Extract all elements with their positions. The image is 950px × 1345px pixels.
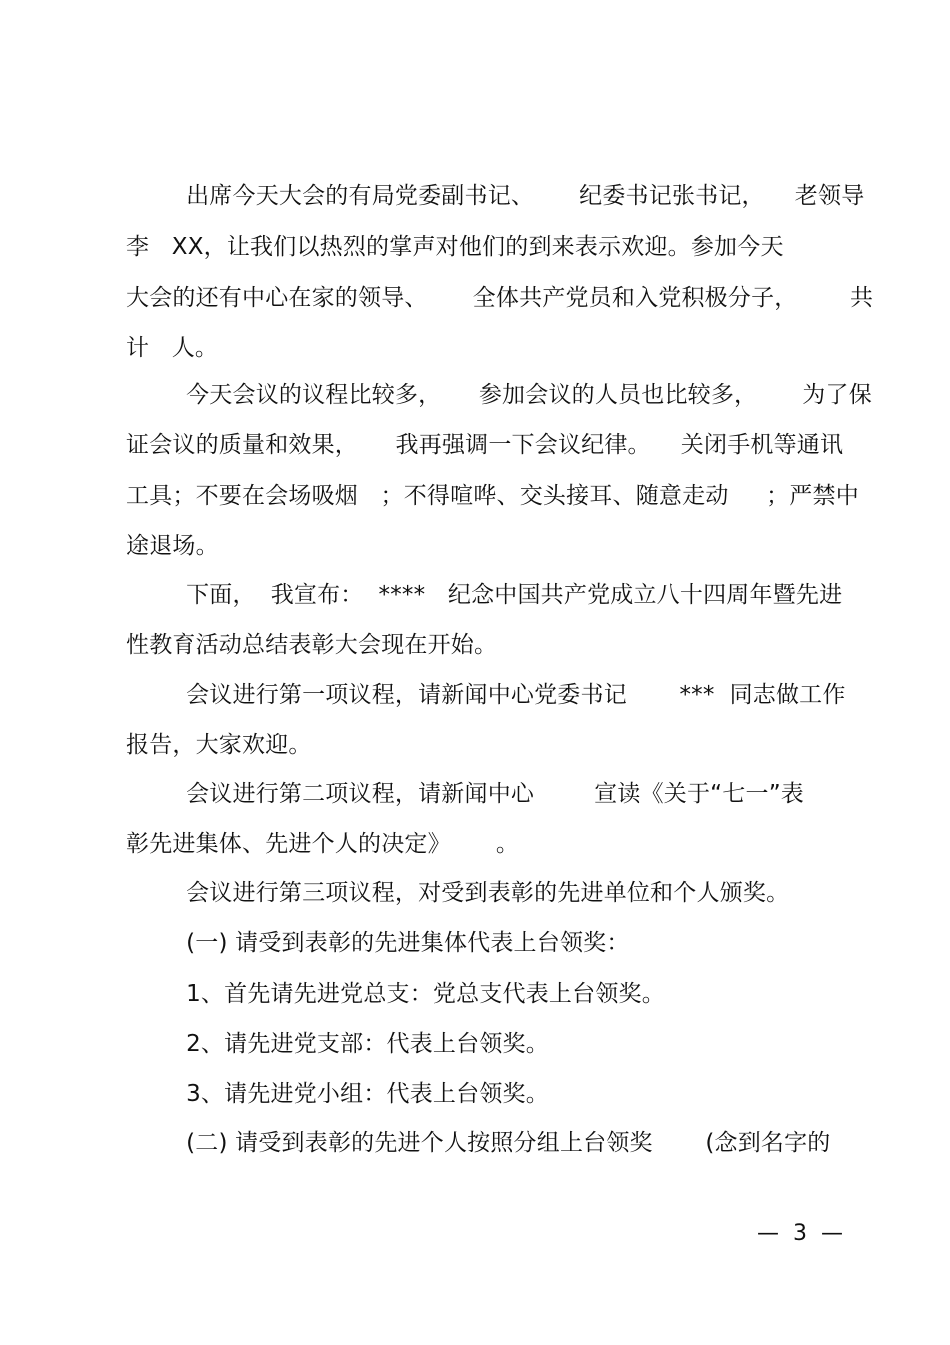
text-line: 会议进行第一项议程，请新闻中心党委书记 *** 同志做工作 (126, 682, 846, 708)
text-line: 证会议的质量和效果， 我再强调一下会议纪律。 关闭手机等通讯 (126, 432, 844, 458)
text-line: 会议进行第三项议程，对受到表彰的先进单位和个人颁奖。 (126, 880, 790, 906)
text-line: 工具；不要在会场吸烟 ；不得喧哗、交头接耳、随意走动 ；严禁中 (126, 483, 859, 509)
text-line: 彰先进集体、先进个人的决定》 。 (126, 831, 520, 857)
text-line: 1、首先请先进党总支：党总支代表上台领奖。 (126, 981, 665, 1007)
text-line: 出席今天大会的有局党委副书记、 纪委书记张书记， 老领导 (126, 183, 865, 209)
text-line: 3、请先进党小组：代表上台领奖。 (126, 1081, 549, 1107)
text-line: (二) 请受到表彰的先进个人按照分组上台领奖 (念到名字的 (126, 1130, 831, 1156)
text-line: 途退场。 (126, 533, 219, 559)
text-line: 下面， 我宣布： **** 纪念中国共产党成立八十四周年暨先进 (126, 582, 843, 608)
text-line: 报告，大家欢迎。 (126, 732, 312, 758)
text-line: 计 人。 (126, 335, 219, 361)
text-line: 今天会议的议程比较多， 参加会议的人员也比较多， 为了保 (126, 382, 872, 408)
text-line: 性教育活动总结表彰大会现在开始。 (126, 632, 498, 658)
text-line: (一) 请受到表彰的先进集体代表上台领奖： (126, 930, 630, 956)
page-number: — 3 — (757, 1221, 843, 1246)
text-line: 李 XX，让我们以热烈的掌声对他们的到来表示欢迎。参加今天 (126, 234, 784, 260)
text-line: 会议进行第二项议程，请新闻中心 宣读《关于“七一”表 (126, 781, 805, 807)
text-line: 2、请先进党支部：代表上台领奖。 (126, 1031, 549, 1057)
text-line: 大会的还有中心在家的领导、 全体共产党员和入党积极分子， 共 (126, 285, 874, 311)
